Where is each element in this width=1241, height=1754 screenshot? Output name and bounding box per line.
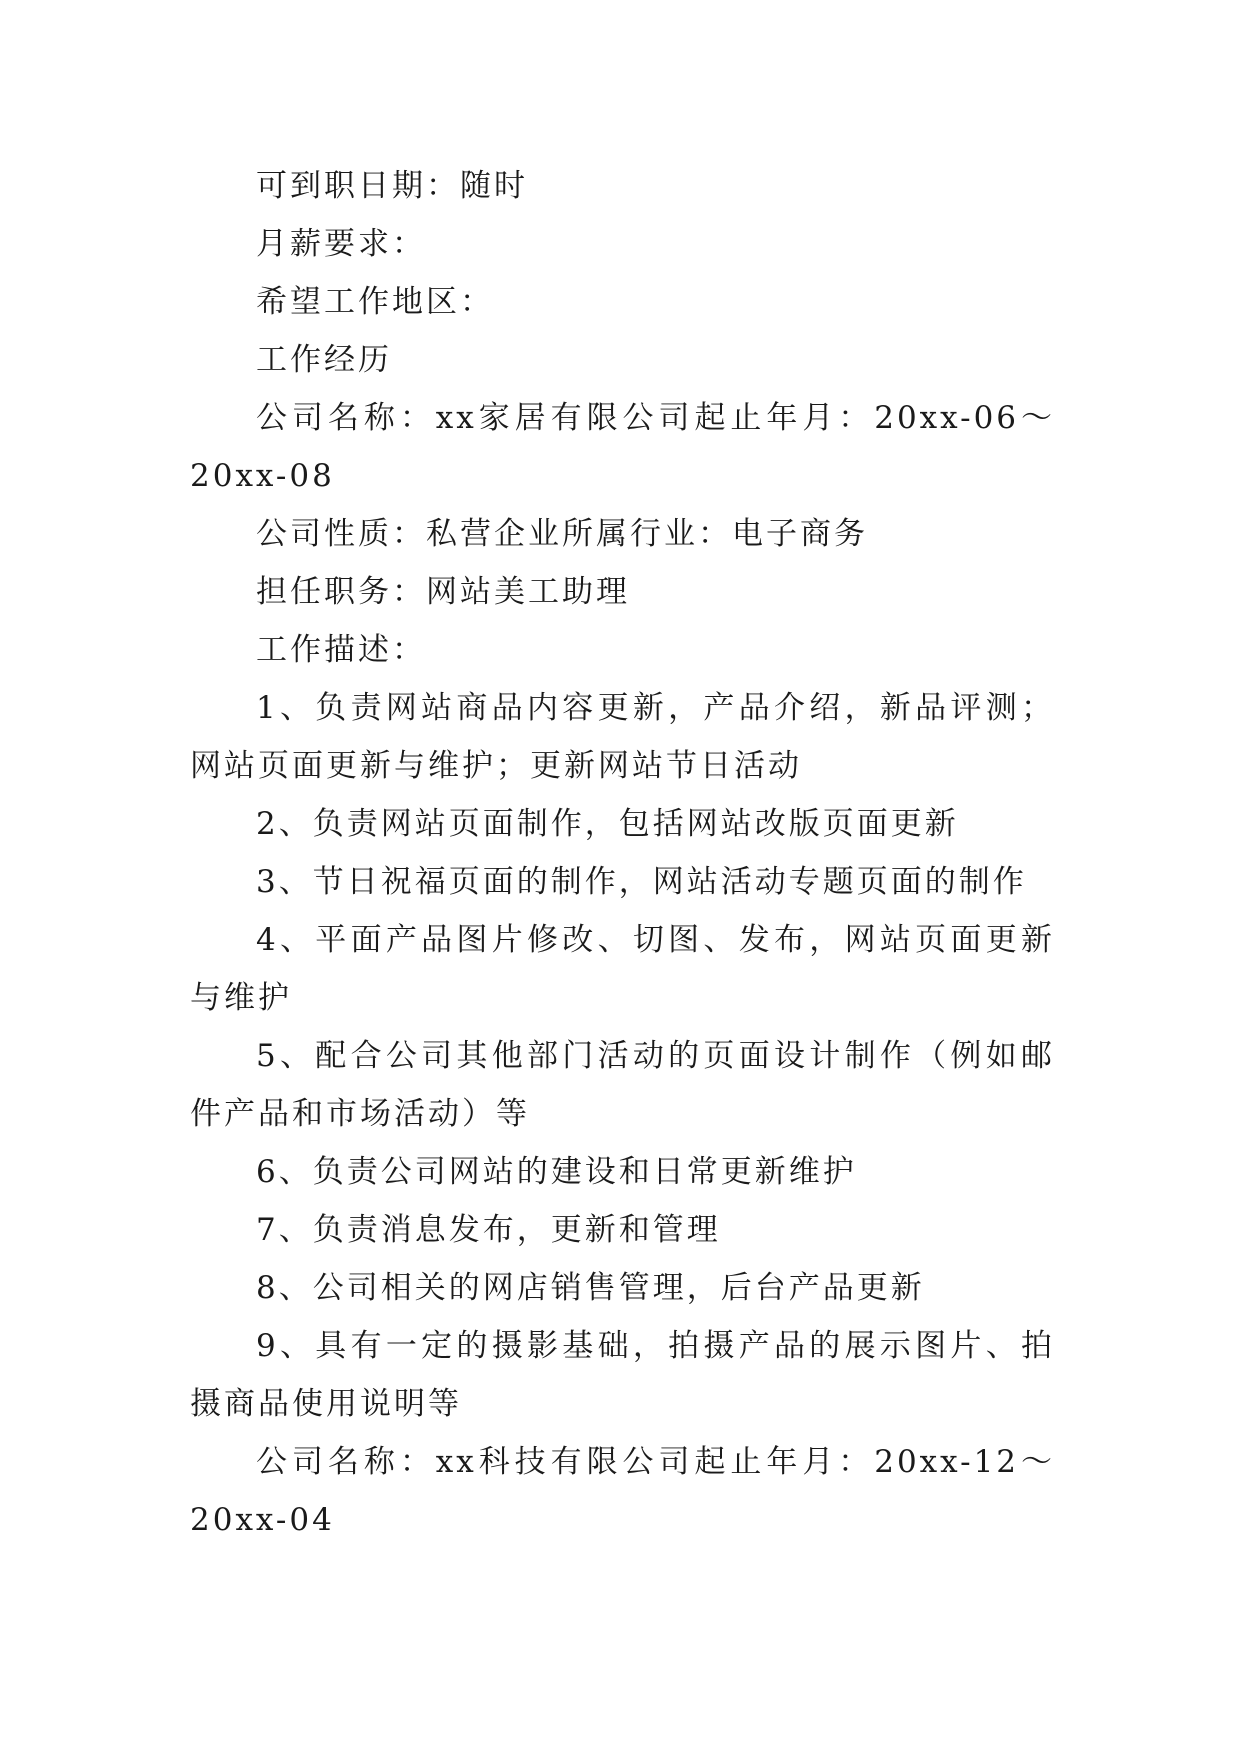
- preferred-location-line: 希望工作地区：: [256, 284, 494, 320]
- company-1-position: 担任职务：网站美工助理: [256, 574, 630, 610]
- duty-item-3: 3、节日祝福页面的制作，网站活动专题页面的制作: [256, 864, 1027, 900]
- duty-item-6: 6、负责公司网站的建设和日常更新维护: [256, 1154, 857, 1190]
- salary-requirement-line: 月薪要求：: [256, 226, 426, 262]
- duty-item-8: 8、公司相关的网店销售管理，后台产品更新: [256, 1270, 925, 1306]
- availability-line: 可到职日期：随时: [256, 168, 528, 204]
- duty-item-1: 1、负责网站商品内容更新，产品介绍，新品评测；网站页面更新与维护；更新网站节日活动: [190, 690, 1055, 784]
- work-experience-heading: 工作经历: [256, 342, 392, 378]
- duty-item-4: 4、平面产品图片修改、切图、发布，网站页面更新与维护: [190, 922, 1055, 1016]
- duty-item-2: 2、负责网站页面制作，包括网站改版页面更新: [256, 806, 959, 842]
- duty-item-9: 9、具有一定的摄影基础，拍摄产品的展示图片、拍摄商品使用说明等: [190, 1328, 1055, 1422]
- duty-item-7: 7、负责消息发布，更新和管理: [256, 1212, 721, 1248]
- company-1-type-industry: 公司性质：私营企业所属行业：电子商务: [256, 516, 868, 552]
- duty-item-5: 5、配合公司其他部门活动的页面设计制作（例如邮件产品和市场活动）等: [190, 1038, 1055, 1132]
- document-body: [190, 157, 1055, 1549]
- company-2-name-period: 公司名称：xx科技有限公司起止年月：20xx-12～20xx-04: [190, 1444, 1055, 1538]
- job-description-label: 工作描述：: [256, 632, 426, 668]
- company-1-name-period: 公司名称：xx家居有限公司起止年月：20xx-06～20xx-08: [190, 400, 1055, 494]
